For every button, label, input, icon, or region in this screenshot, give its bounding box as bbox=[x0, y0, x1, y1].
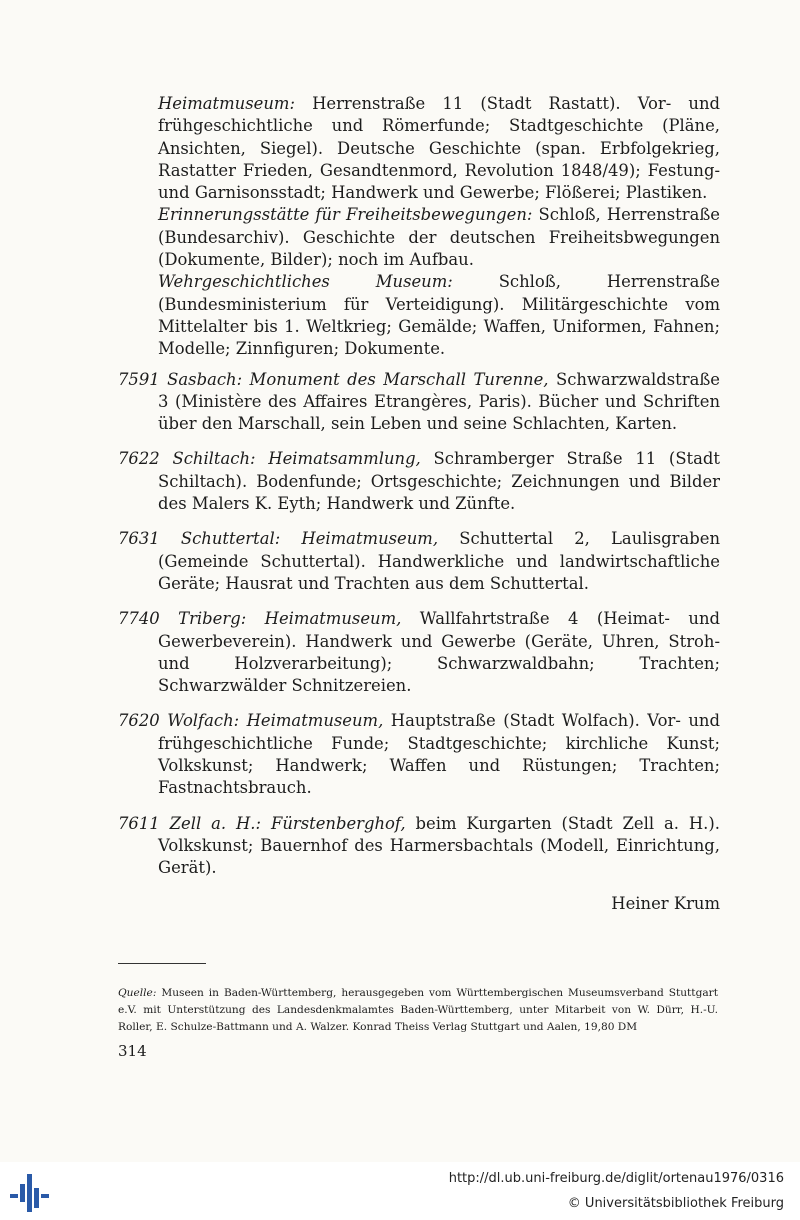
body-text bbox=[118, 93, 720, 915]
entry-text: beim Kurgarten (Stadt Zell a. H.). Volkskunst; Bauernhof des Harmersbachtals (Modell, Einrichtung, Gerät). bbox=[158, 813, 720, 878]
footnote-label: Quelle: bbox=[118, 986, 157, 999]
entry-wolfach bbox=[118, 710, 720, 799]
permalink-link[interactable]: http://dl.ub.uni-freiburg.de/diglit/ortenau1976/0316 bbox=[448, 1171, 784, 1186]
entry-title: Heimatmuseum: bbox=[158, 94, 295, 113]
entry-title: 7631 Schuttertal: Heimatmuseum, bbox=[118, 529, 439, 549]
entry-text: Schuttertal 2, Laulisgraben (Gemeinde Schuttertal). Handwerkliche und landwirtschaftliche Geräte; Hausrat und Trachten aus dem Schuttertal. bbox=[158, 529, 720, 593]
entry-title: 7591 Sasbach: Monument des Marschall Turenne, bbox=[118, 369, 549, 389]
entry-schiltach bbox=[118, 448, 720, 515]
entry-text: Wallfahrtstraße 4 (Heimat- und Gewerbeverein). Handwerk und Gewerbe (Geräte, Uhren, Stroh- und Holzverarbeitung); Schwarzwaldbahn; Trachten; Schwarzwälder Schnitzereien. bbox=[158, 609, 720, 696]
copyright-notice: © Universitätsbibliothek Freiburg bbox=[567, 1196, 784, 1211]
page-number: 314 bbox=[118, 1042, 147, 1060]
rastatt-wehrgeschichtliches-museum bbox=[118, 271, 720, 360]
entry-title: 7611 Zell a. H.: Fürstenberghof, bbox=[118, 813, 406, 833]
entry-sasbach bbox=[118, 369, 720, 436]
rastatt-erinnerungsstaette bbox=[118, 204, 720, 271]
entry-text: Schloß, Herrenstraße (Bundesarchiv). Geschichte der deutschen Freiheitsbwegungen (Dokumente, Bilder); noch im Aufbau. bbox=[158, 205, 720, 270]
entry-text: Schramberger Straße 11 (Stadt Schiltach). Bodenfunde; Ortsgeschichte; Zeichnungen und Bilder des Malers K. Eyth; Handwerk und Zünfte. bbox=[158, 449, 720, 514]
entry-title: 7620 Wolfach: Heimatmuseum, bbox=[118, 711, 384, 731]
footnote-divider bbox=[118, 963, 206, 964]
entry-text: Schloß, Herrenstraße (Bundesministerium für Verteidigung). Militärgeschichte vom Mittelalter bis 1. Weltkrieg; Gemälde; Waffen, Uniformen, Fahnen; Modelle; Zinnfiguren; Dokumente. bbox=[158, 272, 721, 359]
rastatt-heimatmuseum bbox=[118, 93, 720, 204]
entry-text: Herrenstraße 11 (Stadt Rastatt). Vor- und frühgeschichtliche und Römerfunde; Stadtgeschichte (Pläne, Ansichten, Siegel). Deutsche Geschichte (span. Erbfolgekrieg, Rastatter Frieden, Gesandtenmord, Revolution 1848/49); Festung- und Garnisonsstadt; Handwerk und Gewerbe; Flößerei; Plastiken. bbox=[158, 94, 720, 203]
author-signature: Heiner Krum bbox=[611, 893, 720, 913]
entry-title: Erinnerungsstätte für Freiheitsbewegungen: bbox=[158, 205, 533, 225]
footnote bbox=[118, 985, 718, 1036]
library-logo-icon bbox=[10, 1174, 50, 1212]
entry-title: Wehrgeschichtliches Museum: bbox=[158, 272, 453, 292]
entry-schuttertal bbox=[118, 528, 720, 595]
entry-text: Schwarzwaldstraße 3 (Ministère des Affaires Etrangères, Paris). Bücher und Schriften über den Marschall, sein Leben und seine Schlachten, Karten. bbox=[158, 369, 720, 434]
entry-zell bbox=[118, 813, 720, 880]
entry-text: Hauptstraße (Stadt Wolfach). Vor- und frühgeschichtliche Funde; Stadtgeschichte; kirchliche Kunst; Volkskunst; Handwerk; Waffen und Rüstungen; Trachten; Fastnachtsbrauch. bbox=[158, 711, 720, 798]
viewer-footer-bar bbox=[0, 1162, 800, 1220]
entry-title: 7622 Schiltach: Heimatsammlung, bbox=[118, 449, 421, 469]
entry-title: 7740 Triberg: Heimatmuseum, bbox=[118, 609, 402, 629]
entry-triberg bbox=[118, 608, 720, 697]
footnote-text: Museen in Baden-Württemberg, herausgegeben vom Württembergischen Museumsverband Stuttgart e.V. mit Unterstützung des Landesdenkmalamtes Baden-Württemberg, unter Mitarbeit von W. Dürr, H.-U. Roller, E. Schulze-Battmann und A. Walzer. Konrad Theiss Verlag Stuttgart und Aalen, 19,80 DM bbox=[118, 986, 718, 1033]
